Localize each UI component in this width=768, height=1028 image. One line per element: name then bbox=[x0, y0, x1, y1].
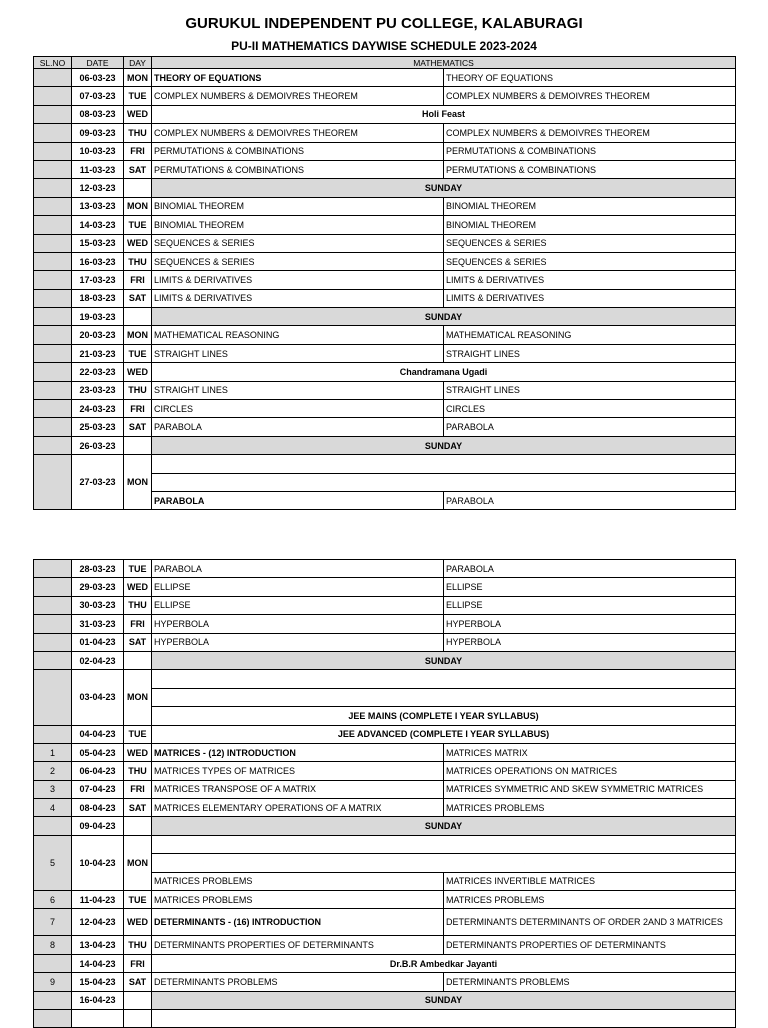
schedule-table-body-1 bbox=[34, 57, 736, 510]
date-cell: 07-04-23 bbox=[72, 780, 124, 798]
table-row bbox=[34, 817, 736, 835]
table-row bbox=[34, 326, 736, 344]
day-cell: SAT bbox=[124, 973, 152, 991]
date-cell: 11-04-23 bbox=[72, 891, 124, 909]
full-span-cell: Holi Feast bbox=[152, 105, 736, 123]
sl-no-cell bbox=[34, 954, 72, 972]
subject-cell-a: BINOMIAL THEOREM bbox=[152, 197, 444, 215]
sl-no-cell bbox=[34, 179, 72, 197]
date-cell: 18-03-23 bbox=[72, 289, 124, 307]
subject-cell-a: MATRICES TYPES OF MATRICES bbox=[152, 762, 444, 780]
subject-cell-b: SEQUENCES & SERIES bbox=[444, 234, 736, 252]
table-row bbox=[34, 363, 736, 381]
subject-cell-b: MATRICES INVERTIBLE MATRICES bbox=[444, 872, 736, 890]
date-cell: 13-03-23 bbox=[72, 197, 124, 215]
table-row bbox=[34, 560, 736, 578]
table-row bbox=[34, 197, 736, 215]
subject-cell-a: HYPERBOLA bbox=[152, 615, 444, 633]
sl-no-cell bbox=[34, 69, 72, 87]
subject-cell-a: MATRICES - (12) INTRODUCTION bbox=[152, 743, 444, 761]
table-row bbox=[34, 69, 736, 87]
table-row bbox=[34, 954, 736, 972]
subject-cell-b: DETERMINANTS DETERMINANTS OF ORDER 2AND 3 MATRICES bbox=[444, 909, 736, 936]
subject-cell-a: PARABOLA bbox=[152, 560, 444, 578]
day-cell: WED bbox=[124, 743, 152, 761]
day-cell: FRI bbox=[124, 954, 152, 972]
sl-no-cell: 1 bbox=[34, 743, 72, 761]
day-cell: FRI bbox=[124, 780, 152, 798]
date-cell: 12-04-23 bbox=[72, 909, 124, 936]
day-cell: TUE bbox=[124, 560, 152, 578]
full-span-cell: SUNDAY bbox=[152, 308, 736, 326]
day-cell: TUE bbox=[124, 87, 152, 105]
day-cell: TUE bbox=[124, 344, 152, 362]
date-cell: 24-03-23 bbox=[72, 400, 124, 418]
subject-cell-b: COMPLEX NUMBERS & DEMOIVRES THEOREM bbox=[444, 124, 736, 142]
table-row bbox=[34, 216, 736, 234]
table-row bbox=[34, 124, 736, 142]
date-cell: 17-03-23 bbox=[72, 271, 124, 289]
sl-no-cell bbox=[34, 252, 72, 270]
subject-cell-b: LIMITS & DERIVATIVES bbox=[444, 271, 736, 289]
table-row bbox=[34, 400, 736, 418]
day-cell: TUE bbox=[124, 725, 152, 743]
full-span-cell: SUNDAY bbox=[152, 179, 736, 197]
sl-no-cell bbox=[34, 615, 72, 633]
subject-cell-b: HYPERBOLA bbox=[444, 615, 736, 633]
full-span-cell bbox=[152, 455, 736, 473]
table-row bbox=[34, 381, 736, 399]
table-row bbox=[34, 455, 736, 473]
header-slno: SL.NO bbox=[34, 57, 72, 69]
day-cell: MON bbox=[124, 835, 152, 890]
full-span-cell: JEE MAINS (COMPLETE I YEAR SYLLABUS) bbox=[152, 707, 736, 725]
header-mathematics: MATHEMATICS bbox=[152, 57, 736, 69]
table-row bbox=[34, 762, 736, 780]
sl-no-cell bbox=[34, 124, 72, 142]
day-cell: FRI bbox=[124, 400, 152, 418]
full-span-cell: JEE ADVANCED (COMPLETE I YEAR SYLLABUS) bbox=[152, 725, 736, 743]
date-cell: 27-03-23 bbox=[72, 455, 124, 510]
full-span-cell bbox=[152, 1009, 736, 1027]
day-cell: THU bbox=[124, 252, 152, 270]
sl-no-cell bbox=[34, 633, 72, 651]
subject-cell-a: THEORY OF EQUATIONS bbox=[152, 69, 444, 87]
sl-no-cell: 6 bbox=[34, 891, 72, 909]
subject-cell-a: LIMITS & DERIVATIVES bbox=[152, 271, 444, 289]
table-row bbox=[34, 1009, 736, 1027]
day-cell: FRI bbox=[124, 271, 152, 289]
sl-no-cell: 4 bbox=[34, 799, 72, 817]
table-row bbox=[34, 780, 736, 798]
date-cell: 09-04-23 bbox=[72, 817, 124, 835]
subject-cell-a: STRAIGHT LINES bbox=[152, 344, 444, 362]
sl-no-cell: 7 bbox=[34, 909, 72, 936]
date-cell bbox=[72, 1009, 124, 1027]
day-cell: WED bbox=[124, 909, 152, 936]
full-span-cell: SUNDAY bbox=[152, 651, 736, 669]
subject-cell-a: BINOMIAL THEOREM bbox=[152, 216, 444, 234]
date-cell: 21-03-23 bbox=[72, 344, 124, 362]
date-cell: 26-03-23 bbox=[72, 436, 124, 454]
date-cell: 10-04-23 bbox=[72, 835, 124, 890]
table-header-row bbox=[34, 57, 736, 69]
subject-cell-a: ELLIPSE bbox=[152, 578, 444, 596]
full-span-cell bbox=[152, 473, 736, 491]
subject-cell-b: PERMUTATIONS & COMBINATIONS bbox=[444, 160, 736, 178]
subject-cell-a: LIMITS & DERIVATIVES bbox=[152, 289, 444, 307]
day-cell: THU bbox=[124, 124, 152, 142]
subject-cell-a: PARABOLA bbox=[152, 418, 444, 436]
subject-cell-b: MATRICES PROBLEMS bbox=[444, 799, 736, 817]
sl-no-cell: 8 bbox=[34, 936, 72, 954]
day-cell bbox=[124, 1009, 152, 1027]
table-row bbox=[34, 142, 736, 160]
sl-no-cell bbox=[34, 105, 72, 123]
subject-cell-b: PARABOLA bbox=[444, 560, 736, 578]
date-cell: 29-03-23 bbox=[72, 578, 124, 596]
subject-cell-b: STRAIGHT LINES bbox=[444, 381, 736, 399]
table-row bbox=[34, 725, 736, 743]
date-cell: 08-03-23 bbox=[72, 105, 124, 123]
subject-cell-b: PERMUTATIONS & COMBINATIONS bbox=[444, 142, 736, 160]
date-cell: 16-03-23 bbox=[72, 252, 124, 270]
full-span-cell: Chandramana Ugadi bbox=[152, 363, 736, 381]
sl-no-cell bbox=[34, 160, 72, 178]
full-span-cell bbox=[152, 835, 736, 853]
day-cell: MON bbox=[124, 455, 152, 510]
table-row bbox=[34, 87, 736, 105]
day-cell: SAT bbox=[124, 289, 152, 307]
date-cell: 02-04-23 bbox=[72, 651, 124, 669]
sl-no-cell bbox=[34, 289, 72, 307]
subject-cell-b: BINOMIAL THEOREM bbox=[444, 197, 736, 215]
date-cell: 16-04-23 bbox=[72, 991, 124, 1009]
table-row bbox=[34, 799, 736, 817]
subject-cell-a: MATRICES ELEMENTARY OPERATIONS OF A MATRIX bbox=[152, 799, 444, 817]
sl-no-cell bbox=[34, 142, 72, 160]
full-span-cell bbox=[152, 688, 736, 706]
date-cell: 22-03-23 bbox=[72, 363, 124, 381]
subject-cell-a: ELLIPSE bbox=[152, 596, 444, 614]
subject-cell-a: COMPLEX NUMBERS & DEMOIVRES THEOREM bbox=[152, 87, 444, 105]
sl-no-cell bbox=[34, 271, 72, 289]
header-date: DATE bbox=[72, 57, 124, 69]
date-cell: 23-03-23 bbox=[72, 381, 124, 399]
subject-cell-a: MATHEMATICAL REASONING bbox=[152, 326, 444, 344]
date-cell: 25-03-23 bbox=[72, 418, 124, 436]
table-row bbox=[34, 252, 736, 270]
sl-no-cell bbox=[34, 344, 72, 362]
day-cell: FRI bbox=[124, 142, 152, 160]
table-row bbox=[34, 234, 736, 252]
date-cell: 08-04-23 bbox=[72, 799, 124, 817]
table-row bbox=[34, 670, 736, 688]
day-cell: SAT bbox=[124, 418, 152, 436]
table-row bbox=[34, 909, 736, 936]
sl-no-cell bbox=[34, 560, 72, 578]
sl-no-cell bbox=[34, 817, 72, 835]
full-span-cell: SUNDAY bbox=[152, 817, 736, 835]
table-row bbox=[34, 289, 736, 307]
table-row bbox=[34, 344, 736, 362]
subject-cell-b: CIRCLES bbox=[444, 400, 736, 418]
full-span-cell: SUNDAY bbox=[152, 991, 736, 1009]
sl-no-cell bbox=[34, 578, 72, 596]
day-cell: THU bbox=[124, 596, 152, 614]
full-span-cell bbox=[152, 670, 736, 688]
day-cell bbox=[124, 651, 152, 669]
subject-cell-b: BINOMIAL THEOREM bbox=[444, 216, 736, 234]
subject-cell-a: CIRCLES bbox=[152, 400, 444, 418]
subject-cell-b: SEQUENCES & SERIES bbox=[444, 252, 736, 270]
subject-cell-a: HYPERBOLA bbox=[152, 633, 444, 651]
date-cell: 19-03-23 bbox=[72, 308, 124, 326]
subject-cell-a: STRAIGHT LINES bbox=[152, 381, 444, 399]
date-cell: 01-04-23 bbox=[72, 633, 124, 651]
table-row bbox=[34, 973, 736, 991]
day-cell: MON bbox=[124, 69, 152, 87]
sl-no-cell bbox=[34, 991, 72, 1009]
day-cell bbox=[124, 817, 152, 835]
date-cell: 28-03-23 bbox=[72, 560, 124, 578]
date-cell: 12-03-23 bbox=[72, 179, 124, 197]
sl-no-cell bbox=[34, 1009, 72, 1027]
day-cell: SAT bbox=[124, 160, 152, 178]
date-cell: 31-03-23 bbox=[72, 615, 124, 633]
full-span-cell: Dr.B.R Ambedkar Jayanti bbox=[152, 954, 736, 972]
date-cell: 06-03-23 bbox=[72, 69, 124, 87]
full-span-cell: SUNDAY bbox=[152, 436, 736, 454]
subject-cell-a: MATRICES TRANSPOSE OF A MATRIX bbox=[152, 780, 444, 798]
table-row bbox=[34, 633, 736, 651]
sl-no-cell bbox=[34, 234, 72, 252]
sl-no-cell bbox=[34, 216, 72, 234]
day-cell: THU bbox=[124, 936, 152, 954]
day-cell: MON bbox=[124, 670, 152, 725]
day-cell: WED bbox=[124, 363, 152, 381]
subject-cell-a: PARABOLA bbox=[152, 491, 444, 509]
sl-no-cell: 9 bbox=[34, 973, 72, 991]
day-cell: THU bbox=[124, 381, 152, 399]
subject-cell-a: DETERMINANTS PROBLEMS bbox=[152, 973, 444, 991]
day-cell: WED bbox=[124, 578, 152, 596]
subject-cell-b: HYPERBOLA bbox=[444, 633, 736, 651]
subject-cell-b: MATHEMATICAL REASONING bbox=[444, 326, 736, 344]
subject-cell-b: ELLIPSE bbox=[444, 578, 736, 596]
date-cell: 10-03-23 bbox=[72, 142, 124, 160]
table-row bbox=[34, 436, 736, 454]
subject-cell-b: DETERMINANTS PROBLEMS bbox=[444, 973, 736, 991]
day-cell bbox=[124, 436, 152, 454]
subject-cell-b: STRAIGHT LINES bbox=[444, 344, 736, 362]
subject-cell-b: COMPLEX NUMBERS & DEMOIVRES THEOREM bbox=[444, 87, 736, 105]
day-cell: MON bbox=[124, 197, 152, 215]
sl-no-cell bbox=[34, 326, 72, 344]
subject-cell-b: THEORY OF EQUATIONS bbox=[444, 69, 736, 87]
day-cell bbox=[124, 991, 152, 1009]
date-cell: 11-03-23 bbox=[72, 160, 124, 178]
table-row bbox=[34, 418, 736, 436]
sl-no-cell bbox=[34, 87, 72, 105]
sl-no-cell bbox=[34, 670, 72, 725]
subject-cell-b: MATRICES PROBLEMS bbox=[444, 891, 736, 909]
date-cell: 14-03-23 bbox=[72, 216, 124, 234]
subject-cell-b: MATRICES SYMMETRIC AND SKEW SYMMETRIC MATRICES bbox=[444, 780, 736, 798]
subject-cell-a: SEQUENCES & SERIES bbox=[152, 234, 444, 252]
subject-cell-b: LIMITS & DERIVATIVES bbox=[444, 289, 736, 307]
sl-no-cell bbox=[34, 400, 72, 418]
subject-cell-a: PERMUTATIONS & COMBINATIONS bbox=[152, 160, 444, 178]
date-cell: 03-04-23 bbox=[72, 670, 124, 725]
sl-no-cell bbox=[34, 651, 72, 669]
date-cell: 13-04-23 bbox=[72, 936, 124, 954]
date-cell: 30-03-23 bbox=[72, 596, 124, 614]
table-row bbox=[34, 991, 736, 1009]
subject-cell-b: DETERMINANTS PROPERTIES OF DETERMINANTS bbox=[444, 936, 736, 954]
table-row bbox=[34, 891, 736, 909]
college-title: GURUKUL INDEPENDENT PU COLLEGE, KALABURAGI bbox=[185, 15, 583, 32]
sl-no-cell bbox=[34, 455, 72, 510]
subject-cell-a: PERMUTATIONS & COMBINATIONS bbox=[152, 142, 444, 160]
table-row bbox=[34, 271, 736, 289]
subject-cell-b: PARABOLA bbox=[444, 418, 736, 436]
table-row bbox=[34, 578, 736, 596]
date-cell: 20-03-23 bbox=[72, 326, 124, 344]
day-cell: THU bbox=[124, 762, 152, 780]
sl-no-cell bbox=[34, 436, 72, 454]
day-cell: FRI bbox=[124, 615, 152, 633]
day-cell: WED bbox=[124, 234, 152, 252]
sl-no-cell bbox=[34, 381, 72, 399]
subject-cell-a: MATRICES PROBLEMS bbox=[152, 872, 444, 890]
sl-no-cell bbox=[34, 308, 72, 326]
sl-no-cell: 5 bbox=[34, 835, 72, 890]
day-cell: SAT bbox=[124, 799, 152, 817]
table-row bbox=[34, 308, 736, 326]
subject-cell-a: DETERMINANTS PROPERTIES OF DETERMINANTS bbox=[152, 936, 444, 954]
header-day: DAY bbox=[124, 57, 152, 69]
day-cell: TUE bbox=[124, 891, 152, 909]
day-cell: TUE bbox=[124, 216, 152, 234]
sl-no-cell bbox=[34, 363, 72, 381]
date-cell: 15-03-23 bbox=[72, 234, 124, 252]
date-cell: 05-04-23 bbox=[72, 743, 124, 761]
date-cell: 14-04-23 bbox=[72, 954, 124, 972]
table-row bbox=[34, 835, 736, 853]
full-span-cell bbox=[152, 854, 736, 872]
table-row bbox=[34, 651, 736, 669]
day-cell bbox=[124, 179, 152, 197]
table-row bbox=[34, 936, 736, 954]
schedule-table-page-2 bbox=[33, 559, 736, 1028]
table-row bbox=[34, 596, 736, 614]
date-cell: 06-04-23 bbox=[72, 762, 124, 780]
sl-no-cell bbox=[34, 197, 72, 215]
day-cell: MON bbox=[124, 326, 152, 344]
table-row bbox=[34, 179, 736, 197]
subject-cell-b: ELLIPSE bbox=[444, 596, 736, 614]
date-cell: 15-04-23 bbox=[72, 973, 124, 991]
sl-no-cell: 3 bbox=[34, 780, 72, 798]
date-cell: 04-04-23 bbox=[72, 725, 124, 743]
schedule-table-page-1 bbox=[33, 56, 736, 510]
subject-cell-a: MATRICES PROBLEMS bbox=[152, 891, 444, 909]
schedule-table-body-2 bbox=[34, 560, 736, 1028]
subject-cell-a: COMPLEX NUMBERS & DEMOIVRES THEOREM bbox=[152, 124, 444, 142]
subject-cell-b: MATRICES MATRIX bbox=[444, 743, 736, 761]
date-cell: 09-03-23 bbox=[72, 124, 124, 142]
day-cell bbox=[124, 308, 152, 326]
sl-no-cell bbox=[34, 418, 72, 436]
sl-no-cell bbox=[34, 596, 72, 614]
subject-cell-b: PARABOLA bbox=[444, 491, 736, 509]
date-cell: 07-03-23 bbox=[72, 87, 124, 105]
day-cell: SAT bbox=[124, 633, 152, 651]
table-row bbox=[34, 160, 736, 178]
subject-cell-a: DETERMINANTS - (16) INTRODUCTION bbox=[152, 909, 444, 936]
schedule-title: PU-II MATHEMATICS DAYWISE SCHEDULE 2023-2024 bbox=[231, 39, 537, 53]
sl-no-cell bbox=[34, 725, 72, 743]
subject-cell-b: MATRICES OPERATIONS ON MATRICES bbox=[444, 762, 736, 780]
sl-no-cell: 2 bbox=[34, 762, 72, 780]
subject-cell-a: SEQUENCES & SERIES bbox=[152, 252, 444, 270]
day-cell: WED bbox=[124, 105, 152, 123]
table-row bbox=[34, 105, 736, 123]
table-row bbox=[34, 615, 736, 633]
table-row bbox=[34, 743, 736, 761]
